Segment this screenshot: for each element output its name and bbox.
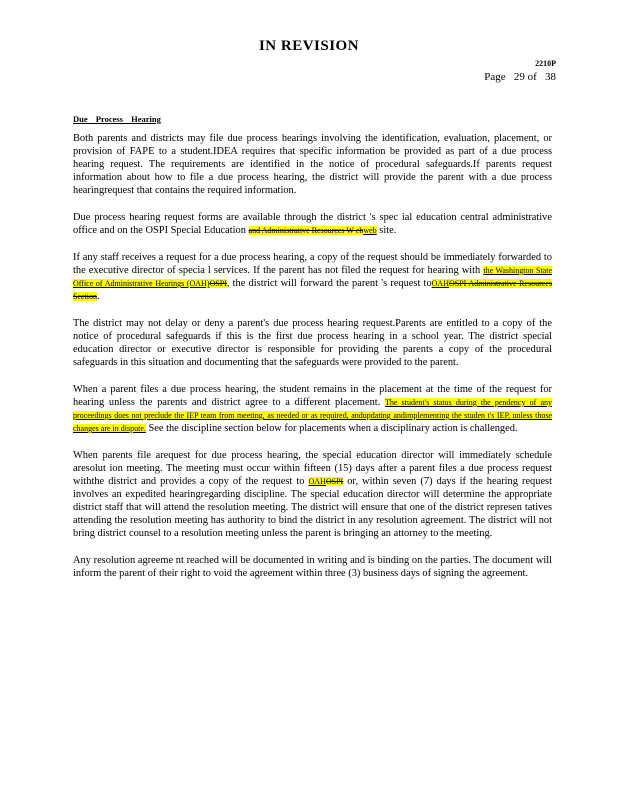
inserted-text: OAH (431, 279, 449, 288)
document-body (73, 113, 552, 594)
paragraph-text: When parents file arequest for due process hearing, the special education director will immediately schedule aresolut ion meeting. The meeting must occur within fifteen (15) days after a parent files a due process request withthe district and provides a copy of the request to (73, 450, 552, 487)
paragraph-text: If any staff receives a request for a due process hearing, a copy of the request should be immediately forwarded to the executive director of specia l services. If the parent has not filed the request for hearing with (73, 252, 552, 276)
document-number: 2210P (535, 59, 556, 68)
paragraph-text: Due process hearing request forms are available through the district 's spec ial education central administrative office and on the OSPI Special Education (73, 212, 552, 236)
paragraph-text: When a parent files a due process hearing, the student remains in the placement at the time of the request for hearing unless the parents and district agree to a different placement. (73, 384, 552, 408)
paragraph-text: . (97, 291, 100, 302)
paragraph-text: See the discipline section below for placements when a disciplinary action is challenged. (145, 423, 518, 434)
paragraph-safeguards: The district may not delay or deny a parent's due process hearing request.Parents are entitled to a copy of the notice of procedural safeguards if this is the first due process hearing in a school year. The district special education director or executive director is responsible for providing the parents a copy of the procedural safeguards in this situation and documenting that the safeguards were provided to the parent. (73, 318, 552, 368)
paragraph-forwarding (73, 251, 552, 303)
deleted-text: and Administrative Resources W eb (248, 226, 364, 235)
deleted-text: OSPI (209, 279, 227, 288)
paragraph-text: , the district will forward the parent 's request to (226, 278, 432, 289)
paragraph-text: or, within seven (7) days if the hearing request involves an expedited hearingregarding discipline. The special education director will determine the appropriate district staff that will attend the resolution meeting. The district will ensure that one of the district represen tatives attending the resolution meeting has authority to bind the district in any resolution agreement. The district will not bring district counsel to a resolution meeting unless the parent is bringing an attorney to the meeting. (73, 476, 552, 539)
page-number: Page 29 of 38 (484, 71, 556, 83)
document-title: IN REVISION (258, 38, 360, 54)
inserted-text: OAH (308, 477, 326, 486)
inserted-text: the Washington State Office of Administrative Hearings (OAH) (73, 266, 552, 288)
deleted-text: OSPI (325, 477, 344, 486)
paragraph-resolution-meeting (73, 449, 552, 540)
paragraph-filing: Both parents and districts may file due process hearings involving the identification, evaluation, placement, or provision of FAPE to a student.IDEA requires that specific information be provided as part of a due process hearing request. The requirements are identified in the notice of procedural safeguards.If parents request information about how to file a due process hearing, the district will provide the parent with a due process hearingrequest that contains the required information. (73, 133, 552, 196)
paragraph-text: site. (376, 225, 397, 236)
inserted-text: The student's status during the pendency of any proceedings does not preclude the IEP team from meeting, as needed or as required, andupdating andimplementing the studen t's IEP, unless those changes are in dispute. (73, 398, 552, 433)
deleted-text: OSPI Administrative Resources Section (73, 279, 552, 301)
paragraph-agreement: Any resolution agreeme nt reached will be documented in writing and is binding on the parties. The document will inform the parent of their right to void the agreement within three (3) business days of signing the agreement. (73, 555, 552, 579)
section-heading: Due Process Hearing (73, 114, 161, 124)
paragraph-forms (73, 211, 552, 237)
inserted-text: web (363, 226, 377, 235)
paragraph-placement (73, 383, 552, 435)
